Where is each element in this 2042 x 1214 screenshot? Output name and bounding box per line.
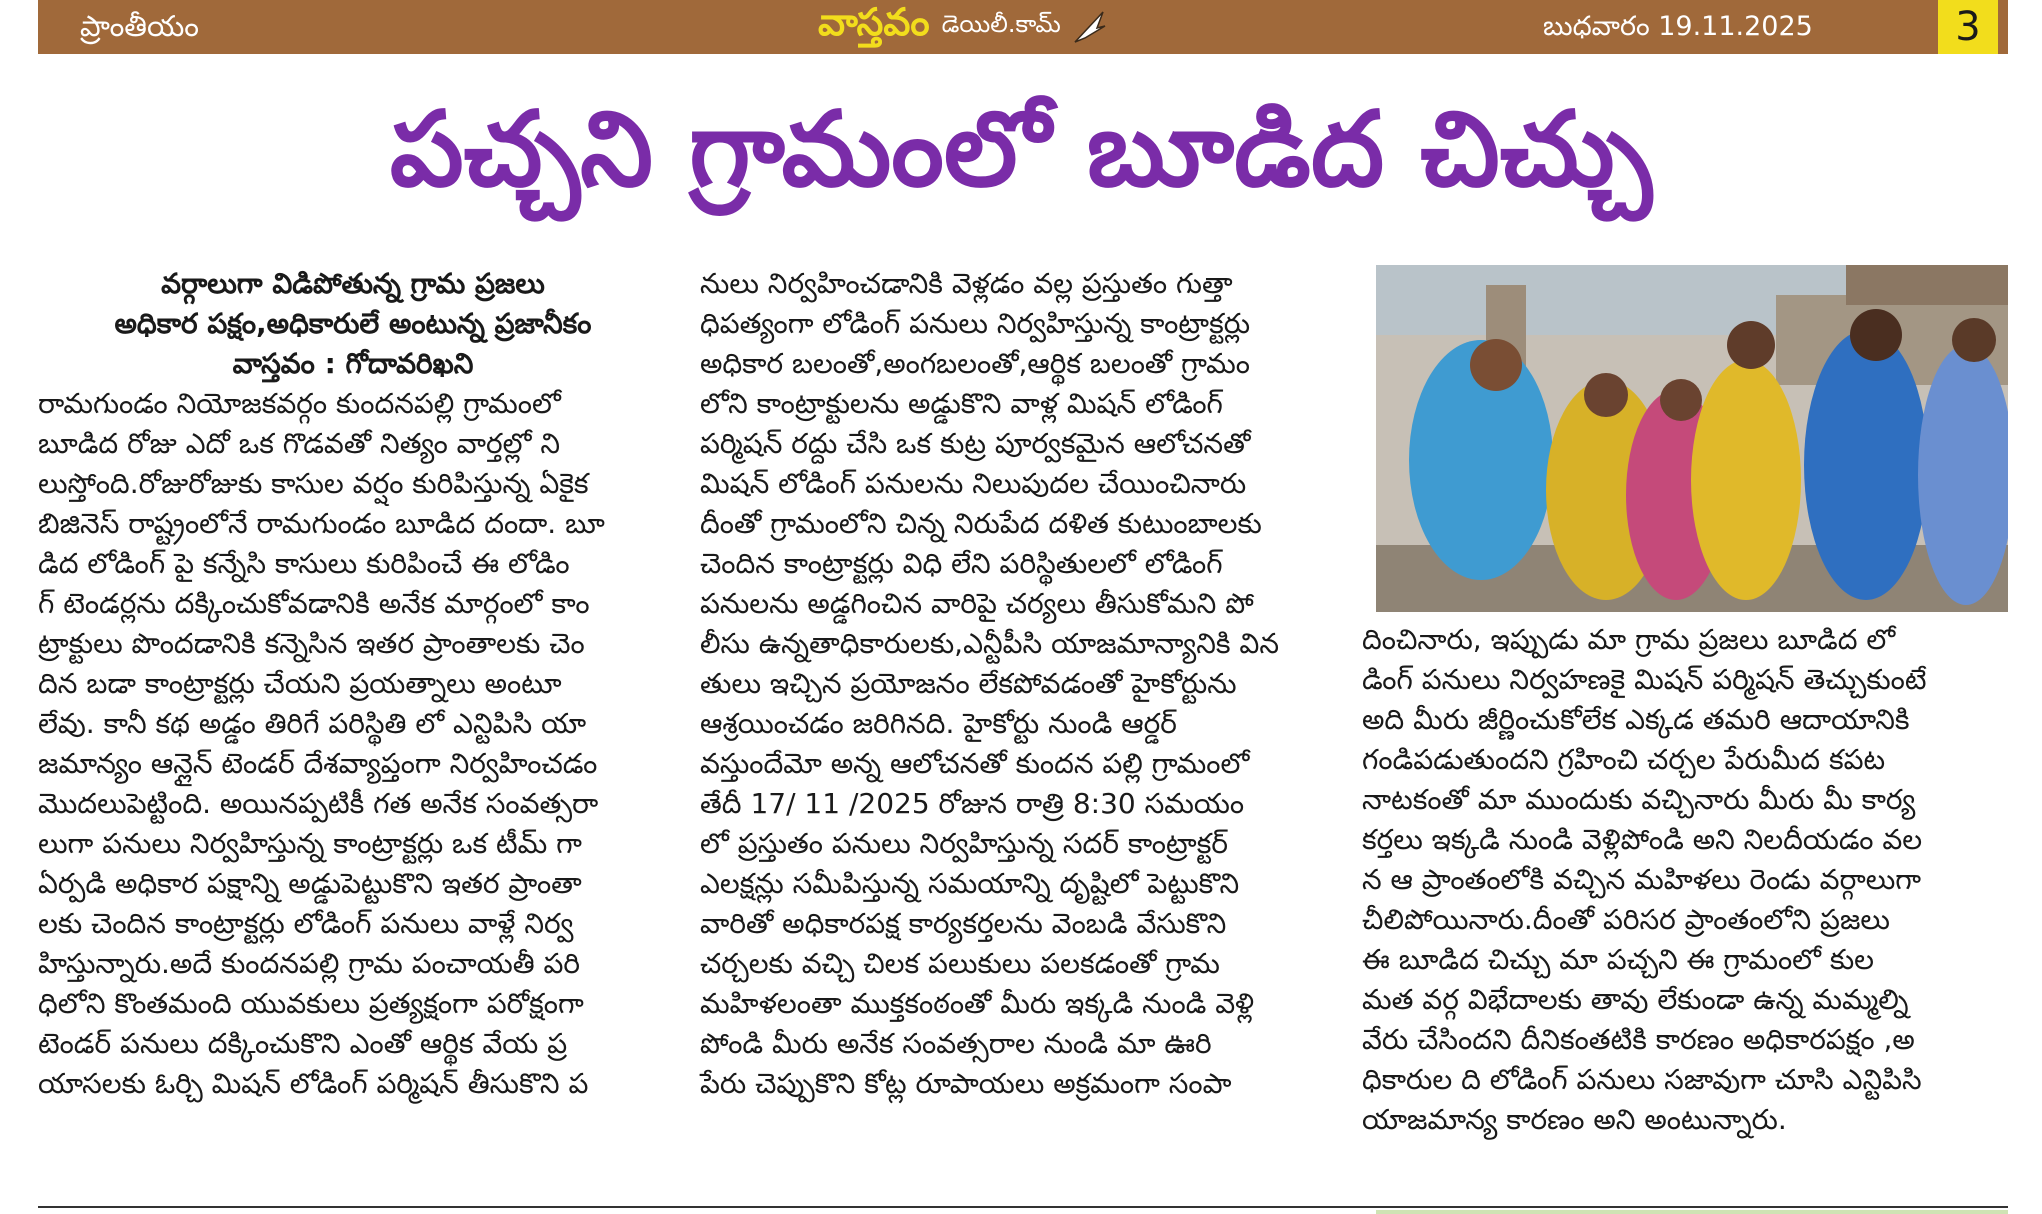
article-text-line: యాజమాన్య కారణం అని అంటున్నారు. <box>1362 1103 1787 1136</box>
article-text-line: పనులను అడ్డగించిన వారిపై చర్యలు తీసుకోమని పో <box>700 587 1254 620</box>
article-text-line: ధిలోని కొంతమంది యువకులు ప్రత్యక్షంగా పరోక్షంగా <box>38 987 584 1020</box>
article-text-line: బిజినెస్ రాష్ట్రంలోనే రామగుండం బూడిద దందా. బూ <box>38 507 605 540</box>
article-column-2 <box>700 264 1340 1104</box>
page-number: 3 <box>1938 0 1998 54</box>
article-text-line: ఆశ్రయించడం జరిగినది. హైకోర్టు నుండి ఆర్డర్ <box>700 707 1177 740</box>
subheading-line: వాస్తవం : గోదావరిఖని <box>232 347 474 380</box>
article-text-line: వారితో అధికారపక్ష కార్యకర్తలను వెంబడి వేసుకొని <box>700 907 1227 940</box>
article-text-line: జమాన్యం ఆన్లైన్ టెండర్ దేశవ్యాప్తంగా నిర్వహించడం <box>38 747 598 780</box>
article-text-line: ఎలక్షన్లు సమీపిస్తున్న సమయాన్ని దృష్టిలో పెట్టుకొని <box>700 867 1240 900</box>
article-text-line: వస్తుందేమో అన్న ఆలోచనతో కుందన పల్లి గ్రామంలో <box>700 747 1250 780</box>
issue-date: బుధవారం 19.11.2025 <box>1543 11 1813 42</box>
article-text-line: దిన బడా కాంట్రాక్టర్లు చేయని ప్రయత్నాలు అంటూ <box>38 667 562 700</box>
article-text-line: మత వర్గ విభేదాలకు తావు లేకుండా ఉన్న మమ్మల్ని <box>1362 983 1909 1016</box>
article-text-line: ట్రాక్టులు పొందడానికి కన్నెసిన ఇతర ప్రాంతాలకు చెం <box>38 627 585 660</box>
subheading-line: అధికార పక్షం,అధికారులే అంటున్న ప్రజానీకం <box>114 307 592 340</box>
article-text-line: లకు చెందిన కాంట్రాక్టర్లు లోడింగ్ పనులు వాళ్లే నిర్వ <box>38 907 574 940</box>
article-text-line: గ్ టెండర్లను దక్కించుకోవడానికి అనేక మార్గంలో కాం <box>38 587 590 620</box>
article-text-line: కర్తలు ఇక్కడి నుండి వెళ్లిపోండి అని నిలదీయడం వల <box>1362 823 1923 856</box>
article-text-line: లుస్తోంది.రోజురోజుకు కాసుల వర్షం కురిపిస్తున్న ఏకైక <box>38 467 589 500</box>
news-photo <box>1376 265 2008 612</box>
article-text-line: చెందిన కాంట్రాక్టర్లు విధి లేని పరిస్థితులలో లోడింగ్ <box>700 547 1223 580</box>
article-text-line: డింగ్ పనులు నిర్వహణకై మిషన్ పర్మిషన్ తెచ్చుకుంటే <box>1362 663 1927 696</box>
masthead-bar <box>38 0 2008 54</box>
article-text-line: మిషన్ లోడింగ్ పనులను నిలుపుదల చేయించినారు <box>700 467 1247 500</box>
headline: పచ్చని గ్రామంలో బూడిద చిచ్చు <box>389 90 1653 210</box>
masthead-brand <box>818 1 1107 53</box>
bird-logo-icon <box>1071 8 1107 46</box>
article-text-line: అధికార బలంతో,అంగబలంతో,ఆర్థిక బలంతో గ్రామం <box>700 347 1250 380</box>
article-text-line: ధిపత్యంగా లోడింగ్ పనులు నిర్వహిస్తున్న కాంట్రాక్టర్లు <box>700 307 1251 340</box>
article-text-line: రామగుండం నియోజకవర్గం కుందనపల్లి గ్రామంలో <box>38 387 561 420</box>
article-text-line: నాటకంతో మా ముందుకు వచ్చినారు మీరు మీ కార్య <box>1362 783 1916 816</box>
article-column-1 <box>38 264 668 1104</box>
article-text-line: న ఆ ప్రాంతంలోకి వచ్చిన మహిళలు రెండు వర్గాలుగా <box>1362 863 1922 896</box>
article-text-line: మహిళలంతా ముక్తకంఠంతో మీరు ఇక్కడి నుండి వెళ్లి <box>700 987 1255 1020</box>
article-text-line: లీసు ఉన్నతాధికారులకు,ఎన్టీపీసి యాజమాన్యానికి విన <box>700 627 1279 660</box>
bottom-rule <box>38 1206 2008 1208</box>
article-text-line: తులు ఇచ్చిన ప్రయోజనం లేకపోవడంతో హైకోర్టును <box>700 667 1237 700</box>
article-text-line: మొదలుపెట్టింది. అయినప్పటికీ గత అనేక సంవత్సరా <box>38 787 599 820</box>
article-text-line: ఏర్పడి అధికార పక్షాన్ని అడ్డుపెట్టుకొని ఇతర ప్రాంతా <box>38 867 582 900</box>
article-text-line: నులు నిర్వహించడానికి వెళ్లడం వల్ల ప్రస్తుతం గుత్తా <box>700 267 1233 300</box>
subheading-line: వర్గాలుగా విడిపోతున్న గ్రామ ప్రజలు <box>161 267 545 300</box>
article-text-line: చర్చలకు వచ్చి చిలక పలుకులు పలకడంతో గ్రామ <box>700 947 1220 980</box>
section-label: ప్రాంతీయం <box>80 9 199 43</box>
article-text-line: పేరు చెప్పుకొని కోట్ల రూపాయలు అక్రమంగా సంపా <box>700 1067 1232 1100</box>
article-text-line: దించినారు, ఇప్పుడు మా గ్రామ ప్రజలు బూడిద లో <box>1362 623 1896 656</box>
article-text-line: టెండర్ పనులు దక్కించుకొని ఎంతో ఆర్థిక వేయ ప్ర <box>38 1027 568 1060</box>
article-text-line: లోని కాంట్రాక్టులను అడ్డుకొని వాళ్ల మిషన్ లోడింగ్ <box>700 387 1223 420</box>
article-text-line: అది మీరు జీర్ణించుకోలేక ఎక్కడ తమరి ఆదాయానికి <box>1362 703 1910 736</box>
article-text-line: ఈ బూడిద చిచ్చు మా పచ్చని ఈ గ్రామంలో కుల <box>1362 943 1875 976</box>
article-text-line: గండిపడుతుందని గ్రహించి చర్చల పేరుమీద కపట <box>1362 743 1886 776</box>
article-text-line: యాసలకు ఓర్చి మిషన్ లోడింగ్ పర్మిషన్ తీసుకొని ప <box>38 1067 589 1100</box>
brand-domain: డెయిలీ.కామ్ <box>941 10 1061 38</box>
article-text-line: ధికారుల ది లోడింగ్ పనులు సజావుగా చూసి ఎన్టిపిసి <box>1362 1063 1922 1096</box>
article-text-line: లేవు. కానీ కథ అడ్డం తిరిగే పరిస్థితి లో ఎన్టిపిసి యా <box>38 707 587 740</box>
article-column-3 <box>1362 620 2008 1140</box>
bottom-strip <box>1376 1210 2008 1214</box>
article-text-line: డిద లోడింగ్ పై కన్నేసి కాసులు కురిపించే ఈ లోడిం <box>38 547 570 580</box>
article-text-line: వేరు చేసిందని దీనికంతటికి కారణం అధికారపక్షం ,అ <box>1362 1023 1915 1056</box>
article-text-line: హిస్తున్నారు.అదే కుందనపల్లి గ్రామ పంచాయతీ పరి <box>38 947 581 980</box>
article-text-line: పర్మిషన్ రద్దు చేసి ఒక కుట్ర పూర్వకమైన ఆలోచనతో <box>700 427 1251 460</box>
article-text-line: తేదీ 17/ 11 /2025 రోజున రాత్రి 8:30 సమయం <box>700 787 1245 820</box>
article-text-line: దీంతో గ్రామంలోని చిన్న నిరుపేద దళిత కుటుంబాలకు <box>700 507 1262 540</box>
article-text-line: పోండి మీరు అనేక సంవత్సరాల నుండి మా ఊరి <box>700 1027 1212 1060</box>
article-text-line: లుగా పనులు నిర్వహిస్తున్న కాంట్రాక్టర్లు ఒక టీమ్ గా <box>38 827 582 860</box>
brand-name: వాస్తవం <box>818 0 930 44</box>
article-text-line: బూడిద రోజు ఎదో ఒక గొడవతో నిత్యం వార్తల్లో ని <box>38 427 560 460</box>
article-text-line: లో ప్రస్తుతం పనులు నిర్వహిస్తున్న సదర్ కాంట్రాక్టర్ <box>700 827 1229 860</box>
article-text-line: చీలిపోయినారు.దీంతో పరిసర ప్రాంతంలోని ప్రజలు <box>1362 903 1890 936</box>
